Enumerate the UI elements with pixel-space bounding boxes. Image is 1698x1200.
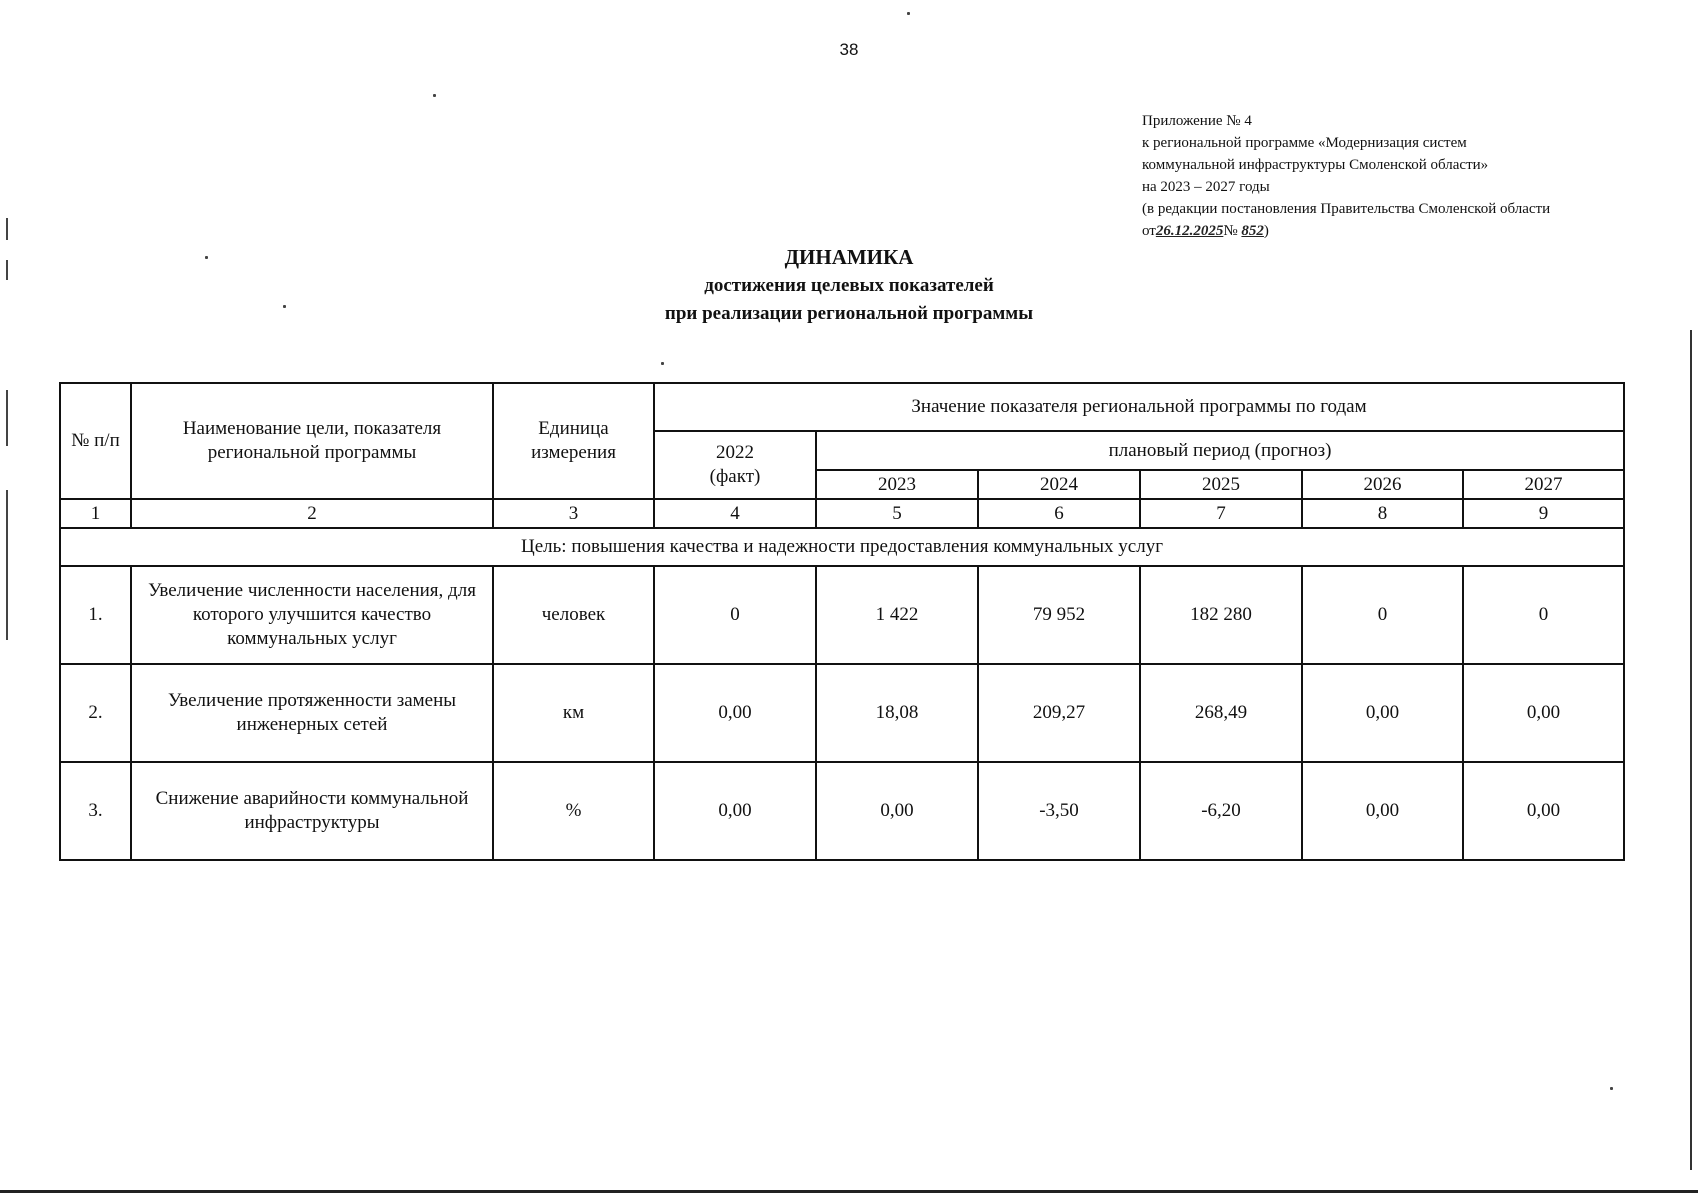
indicator-name: Увеличение численности населения, для которого улучшится качество коммунальных услуг xyxy=(131,566,493,664)
row-number: 3. xyxy=(60,762,131,860)
value-cell: 0,00 xyxy=(1463,664,1624,762)
column-number: 5 xyxy=(816,499,978,528)
header-fact xyxy=(654,431,816,499)
scan-edge-bottom xyxy=(0,1190,1698,1193)
value-cell: -6,20 xyxy=(1140,762,1302,860)
appendix-line: (в редакции постановления Правительства Смоленской области xyxy=(1142,201,1551,217)
scan-mark xyxy=(6,260,8,280)
scan-speck xyxy=(661,362,664,365)
table-row xyxy=(60,566,1624,664)
scan-mark xyxy=(6,490,8,640)
indicator-unit: человек xyxy=(493,566,654,664)
indicator-name: Увеличение протяженности замены инженерных сетей xyxy=(131,664,493,762)
fact-label: (факт) xyxy=(709,466,761,487)
value-cell: 0,00 xyxy=(654,664,816,762)
header-year: 2026 xyxy=(1302,470,1463,499)
scan-mark xyxy=(6,390,8,446)
column-number: 2 xyxy=(131,499,493,528)
table-row xyxy=(60,762,1624,860)
appendix-header xyxy=(1142,110,1550,242)
value-cell: -3,50 xyxy=(978,762,1140,860)
value-cell: 0 xyxy=(654,566,816,664)
indicator-unit: км xyxy=(493,664,654,762)
header-unit: Единица измерения xyxy=(493,383,654,499)
value-cell: 0 xyxy=(1463,566,1624,664)
row-number: 2. xyxy=(60,664,131,762)
column-number-row xyxy=(60,499,1624,528)
header-year: 2027 xyxy=(1463,470,1624,499)
scan-mark xyxy=(6,218,8,240)
indicator-name: Снижение аварийности коммунальной инфраструктуры xyxy=(131,762,493,860)
column-number: 8 xyxy=(1302,499,1463,528)
appendix-date-line xyxy=(1142,220,1550,242)
header-num: № п/п xyxy=(60,383,131,499)
header-year: 2025 xyxy=(1140,470,1302,499)
scan-speck xyxy=(1610,1087,1613,1090)
column-number: 1 xyxy=(60,499,131,528)
fact-year: 2022 xyxy=(716,442,754,463)
appendix-line: коммунальной инфраструктуры Смоленской области» xyxy=(1142,157,1489,173)
column-number: 3 xyxy=(493,499,654,528)
value-cell: 1 422 xyxy=(816,566,978,664)
goal-row xyxy=(60,528,1624,566)
header-values: Значение показателя региональной программы по годам xyxy=(654,383,1624,431)
value-cell: 268,49 xyxy=(1140,664,1302,762)
value-cell: 0,00 xyxy=(1302,664,1463,762)
indicator-unit: % xyxy=(493,762,654,860)
value-cell: 0 xyxy=(1302,566,1463,664)
header-plan-period: плановый период (прогноз) xyxy=(816,431,1624,470)
appendix-line: Приложение № 4 xyxy=(1142,113,1252,129)
value-cell: 0,00 xyxy=(1302,762,1463,860)
number-prefix: № xyxy=(1223,223,1238,239)
value-cell: 0,00 xyxy=(654,762,816,860)
table-row xyxy=(60,664,1624,762)
handwritten-number: 852 xyxy=(1241,223,1264,239)
closing-paren: ) xyxy=(1263,223,1269,239)
value-cell: 18,08 xyxy=(816,664,978,762)
handwritten-date: 26.12.2025 xyxy=(1155,223,1224,239)
header-name: Наименование цели, показателя региональной программы xyxy=(131,383,493,499)
column-number: 7 xyxy=(1140,499,1302,528)
goal-text: Цель: повышения качества и надежности предоставления коммунальных услуг xyxy=(60,528,1624,566)
page-number: 38 xyxy=(839,40,859,59)
value-cell: 0,00 xyxy=(1463,762,1624,860)
value-cell: 79 952 xyxy=(978,566,1140,664)
appendix-line: к региональной программе «Модернизация систем xyxy=(1142,135,1467,151)
appendix-line: на 2023 – 2027 годы xyxy=(1142,179,1270,195)
value-cell: 209,27 xyxy=(978,664,1140,762)
row-number: 1. xyxy=(60,566,131,664)
header-year: 2023 xyxy=(816,470,978,499)
column-number: 9 xyxy=(1463,499,1624,528)
header-year: 2024 xyxy=(978,470,1140,499)
scan-edge-right xyxy=(1690,330,1692,1170)
column-number: 4 xyxy=(654,499,816,528)
column-number: 6 xyxy=(978,499,1140,528)
scan-speck xyxy=(907,12,910,15)
title-line-3: при реализации региональной программы xyxy=(664,303,1034,324)
scan-speck xyxy=(205,256,208,259)
date-prefix: от xyxy=(1142,223,1156,239)
value-cell: 0,00 xyxy=(816,762,978,860)
scan-speck xyxy=(433,94,436,97)
title-main: ДИНАМИКА xyxy=(784,245,914,269)
document-title xyxy=(0,243,1698,328)
title-line-2: достижения целевых показателей xyxy=(704,275,994,296)
scan-speck xyxy=(283,305,286,308)
indicators-table xyxy=(59,382,1625,861)
value-cell: 182 280 xyxy=(1140,566,1302,664)
